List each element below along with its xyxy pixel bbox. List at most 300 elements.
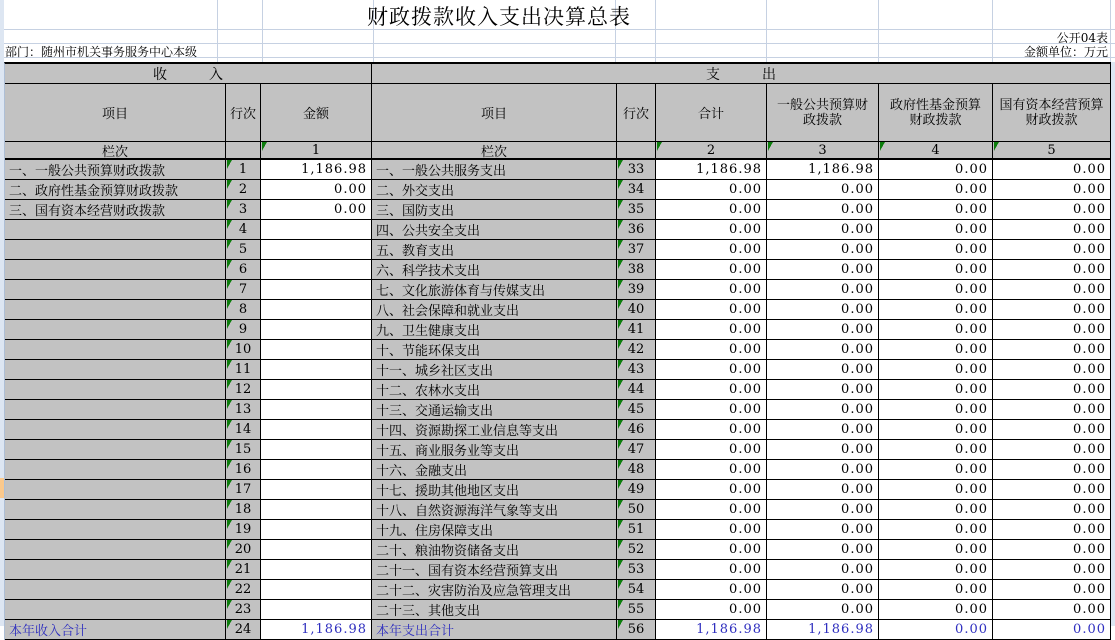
lanci-value: 5 [1047, 142, 1056, 158]
exp-line-cell[interactable] [617, 580, 656, 600]
exp-fund-cell[interactable]: 0.00 [879, 600, 993, 620]
income-line-cell[interactable] [226, 180, 261, 200]
income-line-cell[interactable] [226, 260, 261, 280]
exp-general-cell[interactable]: 0.00 [767, 580, 879, 600]
exp-line-cell[interactable] [617, 460, 656, 480]
income-item-cell[interactable] [5, 220, 226, 240]
exp-total-cell[interactable]: 0.00 [656, 320, 767, 340]
exp-line-cell[interactable] [617, 160, 656, 180]
exp-general-cell[interactable]: 1,186.98 [767, 160, 879, 180]
income-item-cell[interactable] [5, 380, 226, 400]
exp-line-cell[interactable] [617, 280, 656, 300]
line-number: 5 [238, 242, 248, 257]
exp-total-cell[interactable]: 0.00 [656, 480, 767, 500]
income-lanci-1[interactable] [261, 142, 372, 160]
exp-general-cell[interactable]: 0.00 [767, 600, 879, 620]
exp-total-cell[interactable]: 0.00 [656, 500, 767, 520]
table-row [5, 420, 1111, 440]
exp-capital-cell[interactable]: 0.00 [993, 240, 1111, 260]
income-item-cell[interactable] [5, 480, 226, 500]
income-amount-cell[interactable] [261, 500, 372, 520]
exp-line-cell[interactable] [617, 240, 656, 260]
exp-general-cell[interactable]: 0.00 [767, 380, 879, 400]
exp-general-cell[interactable]: 0.00 [767, 200, 879, 220]
exp-total-cell[interactable]: 1,186.98 [656, 160, 767, 180]
line-number: 16 [234, 462, 252, 477]
income-line-cell[interactable] [226, 600, 261, 620]
exp-general-budget-header[interactable]: 一般公共预算财政拨款 [767, 84, 879, 142]
income-amount-cell[interactable] [261, 260, 372, 280]
green-triangle-icon [618, 200, 623, 209]
exp-capital-cell[interactable]: 0.00 [993, 420, 1111, 440]
income-amount-cell[interactable] [261, 240, 372, 260]
exp-fund-cell[interactable]: 0.00 [879, 560, 993, 580]
exp-item-cell[interactable]: 十二、农林水支出 [372, 380, 617, 400]
exp-lanci-label[interactable]: 栏次 [372, 142, 617, 160]
exp-total-cell[interactable]: 0.00 [656, 380, 767, 400]
income-line-cell[interactable] [226, 160, 261, 180]
exp-item-cell[interactable]: 七、文化旅游体育与传媒支出 [372, 280, 617, 300]
income-amount-cell[interactable] [261, 300, 372, 320]
exp-fund-cell[interactable]: 0.00 [879, 400, 993, 420]
exp-capital-cell[interactable]: 0.00 [993, 500, 1111, 520]
line-number: 50 [627, 502, 645, 517]
line-number: 3 [238, 202, 248, 217]
exp-capital-cell[interactable]: 0.00 [993, 580, 1111, 600]
income-item-cell[interactable] [5, 240, 226, 260]
income-item-cell[interactable]: 本年收入合计 [5, 620, 226, 640]
exp-total-cell[interactable]: 0.00 [656, 420, 767, 440]
green-triangle-icon [227, 460, 232, 469]
exp-total-cell[interactable]: 0.00 [656, 220, 767, 240]
exp-fund-cell[interactable]: 0.00 [879, 440, 993, 460]
table-row [5, 600, 1111, 620]
exp-capital-cell[interactable]: 0.00 [993, 520, 1111, 540]
income-amount-cell[interactable] [261, 400, 372, 420]
exp-gov-fund-header[interactable]: 政府性基金预算财政拨款 [879, 84, 993, 142]
income-amount-cell[interactable] [261, 280, 372, 300]
table-row [5, 460, 1111, 480]
exp-lanci-3[interactable] [767, 142, 879, 160]
income-amount-cell[interactable] [261, 600, 372, 620]
line-number: 22 [234, 582, 252, 597]
exp-total-cell[interactable]: 0.00 [656, 340, 767, 360]
green-triangle-icon [227, 260, 232, 269]
exp-fund-cell[interactable]: 0.00 [879, 300, 993, 320]
income-line-cell[interactable] [226, 560, 261, 580]
exp-capital-cell[interactable]: 0.00 [993, 360, 1111, 380]
exp-item-cell[interactable]: 五、教育支出 [372, 240, 617, 260]
exp-general-cell[interactable]: 0.00 [767, 500, 879, 520]
income-amount-header[interactable]: 金额 [261, 84, 372, 142]
exp-general-cell[interactable]: 0.00 [767, 260, 879, 280]
exp-fund-cell[interactable]: 0.00 [879, 180, 993, 200]
exp-capital-cell[interactable]: 0.00 [993, 320, 1111, 340]
exp-state-capital-header[interactable]: 国有资本经营预算财政拨款 [993, 84, 1111, 142]
exp-fund-cell[interactable]: 0.00 [879, 520, 993, 540]
exp-total-cell[interactable]: 0.00 [656, 260, 767, 280]
line-number: 18 [234, 502, 252, 517]
income-line-cell[interactable] [226, 220, 261, 240]
exp-fund-cell[interactable]: 0.00 [879, 260, 993, 280]
exp-capital-cell[interactable]: 0.00 [993, 300, 1111, 320]
exp-total-header[interactable]: 合计 [656, 84, 767, 142]
exp-item-cell[interactable]: 十、节能环保支出 [372, 340, 617, 360]
income-amount-cell[interactable] [261, 220, 372, 240]
exp-line-cell[interactable] [617, 500, 656, 520]
income-amount-cell[interactable]: 0.00 [261, 200, 372, 220]
exp-total-cell[interactable]: 0.00 [656, 540, 767, 560]
exp-fund-cell[interactable]: 0.00 [879, 160, 993, 180]
income-line-cell[interactable] [226, 500, 261, 520]
exp-item-cell[interactable]: 十三、交通运输支出 [372, 400, 617, 420]
expenditure-section-header[interactable]: 支 出 [372, 64, 1111, 84]
exp-lanci-4[interactable] [879, 142, 993, 160]
exp-general-cell[interactable]: 1,186.98 [767, 620, 879, 640]
green-triangle-icon [618, 420, 623, 429]
exp-total-cell[interactable]: 0.00 [656, 180, 767, 200]
column-index-row [5, 142, 1111, 160]
exp-total-cell[interactable]: 0.00 [656, 240, 767, 260]
income-line-cell[interactable] [226, 320, 261, 340]
exp-line-cell[interactable] [617, 620, 656, 640]
income-line-cell[interactable] [226, 480, 261, 500]
income-section-header[interactable]: 收 入 [5, 64, 372, 84]
green-triangle-icon [262, 142, 267, 151]
exp-capital-cell[interactable]: 0.00 [993, 480, 1111, 500]
exp-line-cell[interactable] [617, 360, 656, 380]
line-number: 36 [627, 222, 645, 237]
line-number: 40 [627, 302, 645, 317]
table-row [5, 580, 1111, 600]
page-title: 财政拨款收入支出决算总表 [367, 5, 631, 29]
income-line-cell[interactable] [226, 580, 261, 600]
green-triangle-icon [227, 500, 232, 509]
income-item-cell[interactable] [5, 600, 226, 620]
income-item-cell[interactable] [5, 300, 226, 320]
exp-total-cell[interactable]: 1,186.98 [656, 620, 767, 640]
green-triangle-icon [227, 540, 232, 549]
exp-capital-cell[interactable]: 0.00 [993, 380, 1111, 400]
line-number: 52 [627, 542, 645, 557]
green-triangle-icon [227, 580, 232, 589]
income-item-cell[interactable] [5, 520, 226, 540]
exp-line-cell[interactable] [617, 600, 656, 620]
exp-capital-cell[interactable]: 0.00 [993, 180, 1111, 200]
income-line-cell[interactable] [226, 620, 261, 640]
exp-general-cell[interactable]: 0.00 [767, 420, 879, 440]
line-number: 20 [234, 542, 252, 557]
line-number: 6 [238, 262, 248, 277]
exp-line-cell[interactable] [617, 320, 656, 340]
exp-total-cell[interactable]: 0.00 [656, 460, 767, 480]
exp-item-cell[interactable]: 二十一、国有资本经营预算支出 [372, 560, 617, 580]
exp-capital-cell[interactable]: 0.00 [993, 340, 1111, 360]
exp-line-cell[interactable] [617, 540, 656, 560]
income-item-cell[interactable] [5, 280, 226, 300]
green-triangle-icon [227, 340, 232, 349]
exp-line-cell[interactable] [617, 260, 656, 280]
line-number: 7 [238, 282, 248, 297]
exp-capital-cell[interactable]: 0.00 [993, 540, 1111, 560]
column-header-row [5, 84, 1111, 142]
income-line-cell[interactable] [226, 540, 261, 560]
line-number: 47 [627, 442, 645, 457]
exp-general-cell[interactable]: 0.00 [767, 480, 879, 500]
exp-line-header[interactable]: 行次 [617, 84, 656, 142]
exp-general-cell[interactable]: 0.00 [767, 220, 879, 240]
exp-fund-cell[interactable]: 0.00 [879, 360, 993, 380]
income-item-cell[interactable]: 一、一般公共预算财政拨款 [5, 160, 226, 180]
line-number: 14 [234, 422, 252, 437]
income-line-cell[interactable] [226, 380, 261, 400]
exp-fund-cell[interactable]: 0.00 [879, 200, 993, 220]
green-triangle-icon [618, 240, 623, 249]
exp-line-cell[interactable] [617, 300, 656, 320]
income-item-cell[interactable] [5, 260, 226, 280]
exp-item-cell[interactable]: 十六、金融支出 [372, 460, 617, 480]
exp-fund-cell[interactable]: 0.00 [879, 280, 993, 300]
exp-item-cell[interactable]: 十五、商业服务业等支出 [372, 440, 617, 460]
exp-fund-cell[interactable]: 0.00 [879, 380, 993, 400]
exp-fund-cell[interactable]: 0.00 [879, 460, 993, 480]
income-line-cell[interactable] [226, 340, 261, 360]
exp-item-cell[interactable]: 十七、援助其他地区支出 [372, 480, 617, 500]
exp-lanci-2[interactable] [656, 142, 767, 160]
gridline [0, 43, 1115, 44]
line-number: 33 [627, 162, 645, 177]
exp-capital-cell[interactable]: 0.00 [993, 280, 1111, 300]
table-row [5, 500, 1111, 520]
income-amount-cell[interactable] [261, 440, 372, 460]
line-number: 56 [627, 622, 645, 637]
income-item-cell[interactable] [5, 400, 226, 420]
income-item-cell[interactable] [5, 360, 226, 380]
income-amount-cell[interactable] [261, 320, 372, 340]
income-amount-cell[interactable] [261, 560, 372, 580]
exp-item-cell[interactable]: 十八、自然资源海洋气象等支出 [372, 500, 617, 520]
green-triangle-icon [768, 142, 773, 151]
exp-lanci-5[interactable] [993, 142, 1111, 160]
unit-label: 金额单位：万元 [1023, 45, 1108, 59]
exp-general-cell[interactable]: 0.00 [767, 180, 879, 200]
exp-line-cell[interactable] [617, 560, 656, 580]
line-number: 17 [234, 482, 252, 497]
exp-general-cell[interactable]: 0.00 [767, 440, 879, 460]
exp-general-cell[interactable]: 0.00 [767, 280, 879, 300]
income-amount-cell[interactable] [261, 420, 372, 440]
decision-summary-table [4, 62, 1111, 640]
line-number: 53 [627, 562, 645, 577]
income-amount-cell[interactable] [261, 480, 372, 500]
exp-general-cell[interactable]: 0.00 [767, 460, 879, 480]
exp-total-cell[interactable]: 0.00 [656, 360, 767, 380]
exp-item-cell[interactable]: 十九、住房保障支出 [372, 520, 617, 540]
exp-line-cell[interactable] [617, 440, 656, 460]
income-item-cell[interactable] [5, 340, 226, 360]
exp-fund-cell[interactable]: 0.00 [879, 220, 993, 240]
exp-capital-cell[interactable]: 0.00 [993, 440, 1111, 460]
exp-total-cell[interactable]: 0.00 [656, 300, 767, 320]
income-line-cell[interactable] [226, 400, 261, 420]
income-amount-cell[interactable] [261, 380, 372, 400]
line-number: 19 [234, 522, 252, 537]
income-item-cell[interactable]: 二、政府性基金预算财政拨款 [5, 180, 226, 200]
green-triangle-icon [618, 380, 623, 389]
exp-line-cell[interactable] [617, 480, 656, 500]
exp-item-cell[interactable]: 十四、资源勘探工业信息等支出 [372, 420, 617, 440]
income-amount-cell[interactable] [261, 340, 372, 360]
income-line-cell[interactable] [226, 240, 261, 260]
green-triangle-icon [618, 260, 623, 269]
income-line-cell[interactable] [226, 440, 261, 460]
exp-item-cell[interactable]: 六、科学技术支出 [372, 260, 617, 280]
exp-general-cell[interactable]: 0.00 [767, 320, 879, 340]
green-triangle-icon [227, 220, 232, 229]
income-line-cell[interactable] [226, 300, 261, 320]
income-amount-cell[interactable]: 1,186.98 [261, 160, 372, 180]
income-amount-cell[interactable]: 0.00 [261, 180, 372, 200]
exp-fund-cell[interactable]: 0.00 [879, 240, 993, 260]
income-line-cell[interactable] [226, 520, 261, 540]
income-lanci-line-cell[interactable] [226, 142, 261, 160]
exp-line-cell[interactable] [617, 520, 656, 540]
line-number: 15 [234, 442, 252, 457]
line-number: 39 [627, 282, 645, 297]
exp-total-cell[interactable]: 0.00 [656, 200, 767, 220]
exp-capital-cell[interactable]: 0.00 [993, 400, 1111, 420]
exp-fund-cell[interactable]: 0.00 [879, 620, 993, 640]
green-triangle-icon [227, 360, 232, 369]
exp-line-cell[interactable] [617, 400, 656, 420]
income-amount-cell[interactable] [261, 580, 372, 600]
exp-line-cell[interactable] [617, 420, 656, 440]
exp-general-cell[interactable]: 0.00 [767, 300, 879, 320]
exp-capital-cell[interactable]: 0.00 [993, 200, 1111, 220]
exp-item-cell[interactable]: 三、国防支出 [372, 200, 617, 220]
income-amount-cell[interactable] [261, 520, 372, 540]
exp-item-cell[interactable]: 二十、粮油物资储备支出 [372, 540, 617, 560]
income-lanci-label[interactable]: 栏次 [5, 142, 226, 160]
exp-item-cell[interactable]: 四、公共安全支出 [372, 220, 617, 240]
lanci-value: 2 [706, 142, 716, 158]
exp-capital-cell[interactable]: 0.00 [993, 260, 1111, 280]
green-triangle-icon [618, 280, 623, 289]
exp-item-cell[interactable]: 二、外交支出 [372, 180, 617, 200]
exp-item-cell[interactable]: 一、一般公共服务支出 [372, 160, 617, 180]
exp-total-cell[interactable]: 0.00 [656, 520, 767, 540]
green-triangle-icon [227, 280, 232, 289]
exp-fund-cell[interactable]: 0.00 [879, 580, 993, 600]
green-triangle-icon [618, 340, 623, 349]
income-item-cell[interactable] [5, 560, 226, 580]
income-line-cell[interactable] [226, 360, 261, 380]
exp-capital-cell[interactable]: 0.00 [993, 460, 1111, 480]
income-item-cell[interactable] [5, 320, 226, 340]
exp-item-cell[interactable]: 二十三、其他支出 [372, 600, 617, 620]
income-item-cell[interactable] [5, 580, 226, 600]
income-amount-cell[interactable] [261, 360, 372, 380]
green-triangle-icon [227, 380, 232, 389]
exp-general-cell[interactable]: 0.00 [767, 340, 879, 360]
income-item-cell[interactable] [5, 460, 226, 480]
income-line-header[interactable]: 行次 [226, 84, 261, 142]
exp-capital-cell[interactable]: 0.00 [993, 600, 1111, 620]
exp-lanci-line-cell[interactable] [617, 142, 656, 160]
line-number: 23 [234, 602, 252, 617]
exp-item-cell[interactable]: 二十二、灾害防治及应急管理支出 [372, 580, 617, 600]
exp-total-cell[interactable]: 0.00 [656, 580, 767, 600]
table-row [5, 220, 1111, 240]
exp-line-cell[interactable] [617, 220, 656, 240]
exp-capital-cell[interactable]: 0.00 [993, 160, 1111, 180]
exp-fund-cell[interactable]: 0.00 [879, 320, 993, 340]
exp-fund-cell[interactable]: 0.00 [879, 540, 993, 560]
exp-total-cell[interactable]: 0.00 [656, 600, 767, 620]
income-item-cell[interactable] [5, 440, 226, 460]
income-item-cell[interactable] [5, 540, 226, 560]
exp-general-cell[interactable]: 0.00 [767, 520, 879, 540]
income-item-header[interactable]: 项目 [5, 84, 226, 142]
line-number: 4 [238, 222, 248, 237]
exp-item-cell[interactable]: 十一、城乡社区支出 [372, 360, 617, 380]
exp-item-cell[interactable]: 九、卫生健康支出 [372, 320, 617, 340]
green-triangle-icon [227, 480, 232, 489]
exp-capital-cell[interactable]: 0.00 [993, 560, 1111, 580]
exp-general-cell[interactable]: 0.00 [767, 240, 879, 260]
exp-general-cell[interactable]: 0.00 [767, 560, 879, 580]
table-row [5, 380, 1111, 400]
exp-fund-cell[interactable]: 0.00 [879, 340, 993, 360]
exp-general-cell[interactable]: 0.00 [767, 540, 879, 560]
income-item-cell[interactable] [5, 500, 226, 520]
income-item-cell[interactable]: 三、国有资本经营财政拨款 [5, 200, 226, 220]
income-line-cell[interactable] [226, 200, 261, 220]
green-triangle-icon [227, 200, 232, 209]
income-amount-cell[interactable]: 1,186.98 [261, 620, 372, 640]
exp-general-cell[interactable]: 0.00 [767, 360, 879, 380]
exp-item-cell[interactable]: 八、社会保障和就业支出 [372, 300, 617, 320]
exp-fund-cell[interactable]: 0.00 [879, 500, 993, 520]
exp-total-cell[interactable]: 0.00 [656, 560, 767, 580]
exp-total-cell[interactable]: 0.00 [656, 440, 767, 460]
exp-fund-cell[interactable]: 0.00 [879, 480, 993, 500]
line-number: 12 [234, 382, 252, 397]
income-amount-cell[interactable] [261, 540, 372, 560]
income-amount-cell[interactable] [261, 460, 372, 480]
income-line-cell[interactable] [226, 460, 261, 480]
green-triangle-icon [618, 320, 623, 329]
table-row [5, 560, 1111, 580]
exp-capital-cell[interactable]: 0.00 [993, 220, 1111, 240]
exp-line-cell[interactable] [617, 200, 656, 220]
exp-item-header[interactable]: 项目 [372, 84, 617, 142]
income-line-cell[interactable] [226, 280, 261, 300]
green-triangle-icon [227, 560, 232, 569]
exp-item-cell[interactable]: 本年支出合计 [372, 620, 617, 640]
exp-line-cell[interactable] [617, 180, 656, 200]
exp-line-cell[interactable] [617, 340, 656, 360]
table-row [5, 440, 1111, 460]
exp-total-cell[interactable]: 0.00 [656, 400, 767, 420]
exp-capital-cell[interactable]: 0.00 [993, 620, 1111, 640]
exp-line-cell[interactable] [617, 380, 656, 400]
exp-total-cell[interactable]: 0.00 [656, 280, 767, 300]
exp-fund-cell[interactable]: 0.00 [879, 420, 993, 440]
income-item-cell[interactable] [5, 420, 226, 440]
income-line-cell[interactable] [226, 420, 261, 440]
exp-general-cell[interactable]: 0.00 [767, 400, 879, 420]
